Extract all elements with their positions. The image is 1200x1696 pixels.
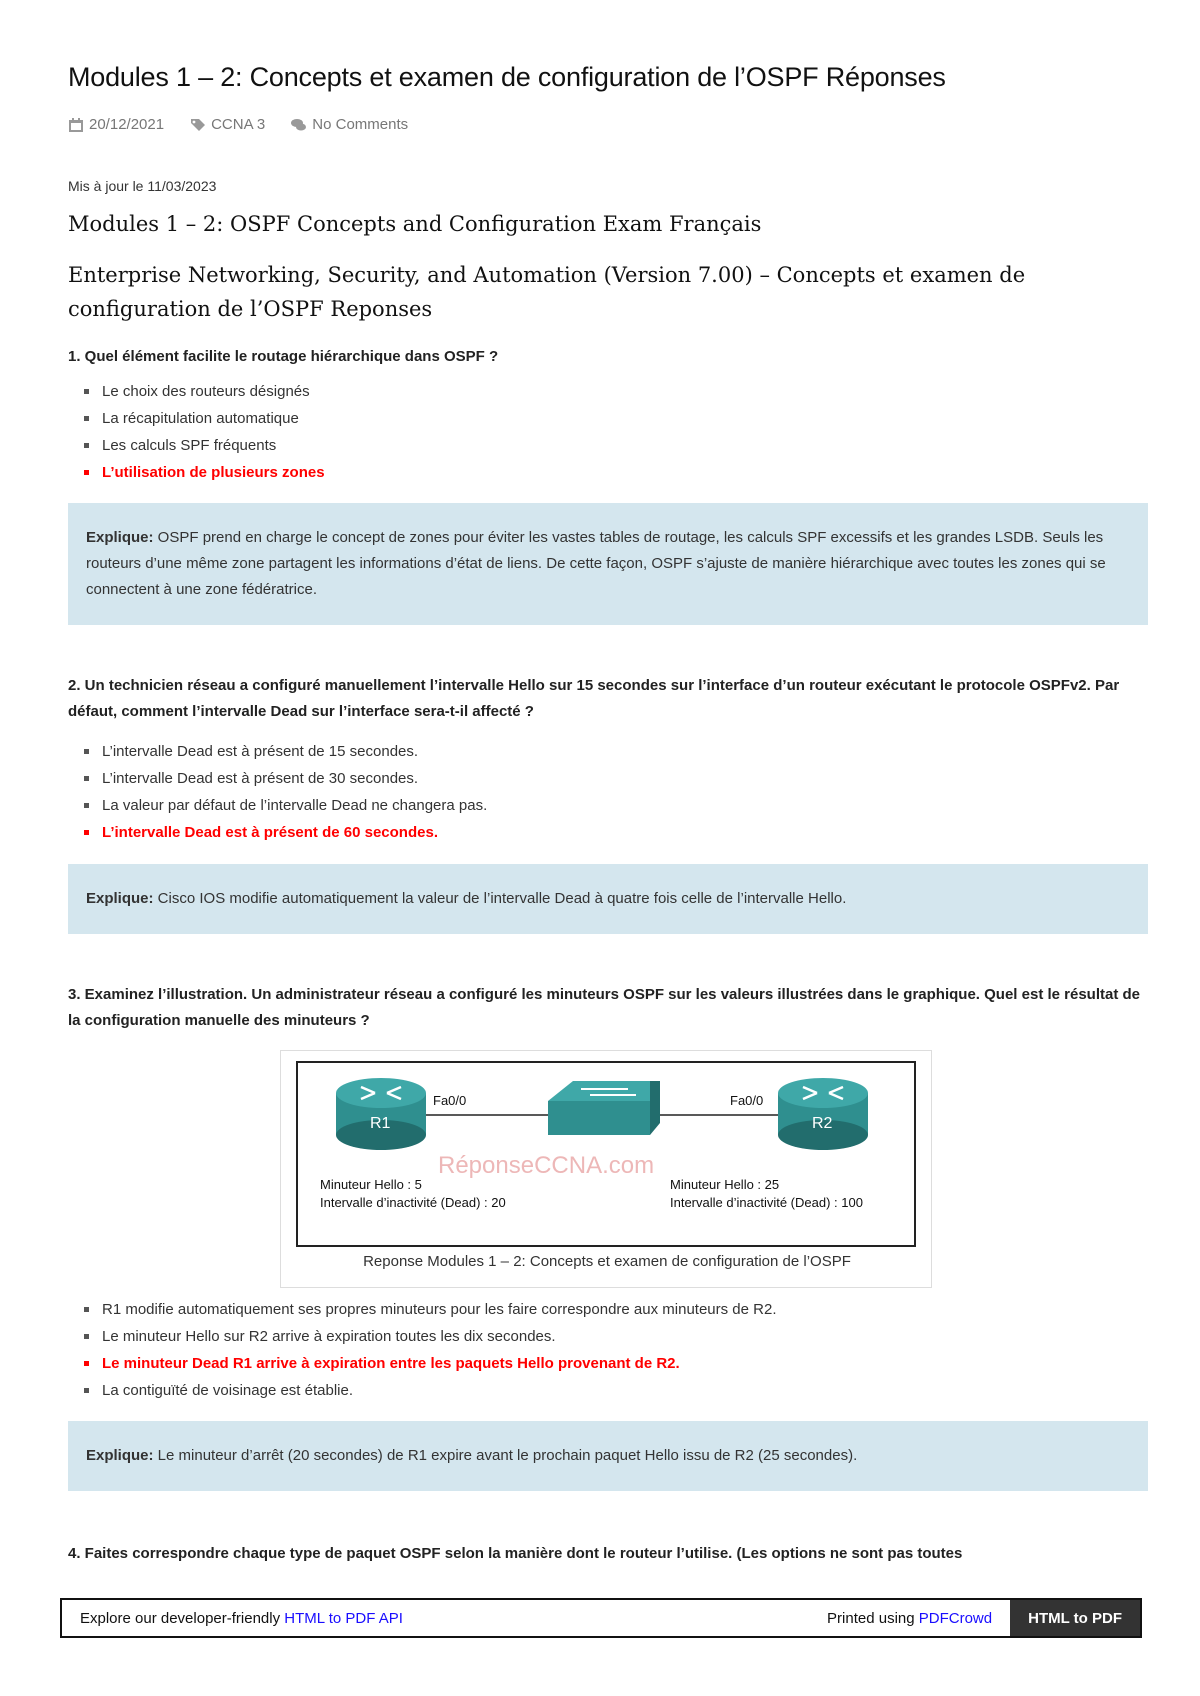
r2-dead-timer: Intervalle d’inactivité (Dead) : 100 (670, 1195, 863, 1210)
footer-printed: Printed using PDFCrowd (827, 1609, 993, 1627)
question-1-options (68, 378, 325, 486)
pdfcrowd-link[interactable]: PDFCrowd (918, 1609, 993, 1627)
watermark: RéponseCCNA.com (438, 1152, 655, 1179)
r1-hello-timer: Minuteur Hello : 5 (320, 1177, 422, 1192)
r1-port-label: Fa0/0 (433, 1093, 467, 1108)
explanation-1: Explique: OSPF prend en charge le concept de zones pour éviter les vastes tables de routage, les calculs SPF excessifs et les grandes LSDB. Seuls les routeurs d’une même zone partagent les informations d’état de liens. De cette façon, OSPF s’ajuste de manière hiérarchique avec toutes les zones qui se connectent à une zone fédératrice. (68, 503, 1148, 625)
correct-option: L’utilisation de plusieurs zones (102, 459, 325, 486)
post-date: 20/12/2021 (68, 116, 164, 133)
router-r2-icon (778, 1078, 868, 1150)
question-4: 4. Faites correspondre chaque type de paquet OSPF selon la manière dont le routeur l’utilise. (Les options ne sont pas toutes (68, 1545, 963, 1562)
option: L’intervalle Dead est à présent de 30 secondes. (102, 765, 487, 792)
correct-option: Le minuteur Dead R1 arrive à expiration entre les paquets Hello provenant de R2. (102, 1350, 777, 1377)
question-3: 3. Examinez l’illustration. Un administrateur réseau a configuré les minuteurs OSPF sur les valeurs illustrées dans le graphique. Quel est le résultat de la configuration manuelle des minuteurs ? (68, 986, 1141, 1029)
post-comments[interactable]: No Comments (291, 116, 408, 133)
option: La récapitulation automatique (102, 405, 325, 432)
explanation-2: Explique: Cisco IOS modifie automatiquement la valeur de l’intervalle Dead à quatre fois celle de l’intervalle Hello. (68, 864, 1148, 934)
option: Le minuteur Hello sur R2 arrive à expiration toutes les dix secondes. (102, 1323, 777, 1350)
pdfcrowd-footer (60, 1598, 1142, 1638)
option: L’intervalle Dead est à présent de 15 secondes. (102, 738, 487, 765)
option: La valeur par défaut de l’intervalle Dead ne changera pas. (102, 792, 487, 819)
router-r1-label: R1 (370, 1115, 391, 1132)
router-r2-label: R2 (812, 1115, 833, 1132)
post-category[interactable]: CCNA 3 (190, 116, 265, 133)
calendar-icon (68, 117, 84, 133)
html-to-pdf-button[interactable]: HTML to PDF (1010, 1600, 1140, 1636)
question-2-options (68, 738, 487, 846)
page-title: Modules 1 – 2: Concepts et examen de configuration de l’OSPF Réponses (68, 62, 946, 92)
question-3-options (68, 1296, 777, 1404)
figure-caption: Reponse Modules 1 – 2: Concepts et examen de configuration de l’OSPF (363, 1253, 851, 1270)
comments-icon (291, 117, 307, 133)
router-r1-icon (336, 1078, 426, 1150)
subtitle-english: Modules 1 – 2: OSPF Concepts and Configuration Exam Français (68, 212, 762, 236)
r2-port-label: Fa0/0 (730, 1093, 764, 1108)
r2-hello-timer: Minuteur Hello : 25 (670, 1177, 780, 1192)
explanation-3: Explique: Le minuteur d’arrêt (20 secondes) de R1 expire avant le prochain paquet Hello issu de R2 (25 secondes). (68, 1421, 1148, 1491)
network-diagram (296, 1061, 916, 1247)
switch-icon (548, 1081, 660, 1135)
subtitle-course: Enterprise Networking, Security, and Automation (Version 7.00) – Concepts et examen de configuration de l’OSPF Reponses (68, 263, 1026, 321)
post-meta (68, 116, 408, 133)
option: La contiguïté de voisinage est établie. (102, 1377, 777, 1404)
updated-date: Mis à jour le 11/03/2023 (68, 178, 217, 194)
exhibit-figure (280, 1050, 932, 1288)
tag-icon (190, 117, 206, 133)
footer-explore: Explore our developer-friendly HTML to PDF API (80, 1609, 403, 1627)
question-2: 2. Un technicien réseau a configuré manuellement l’intervalle Hello sur 15 secondes sur l’interface d’un routeur exécutant le protocole OSPFv2. Par défaut, comment l’intervalle Dead sur l’interface sera-t-il affecté ? (68, 677, 1120, 720)
correct-option: L’intervalle Dead est à présent de 60 secondes. (102, 819, 487, 846)
option: R1 modifie automatiquement ses propres minuteurs pour les faire correspondre aux minuteurs de R2. (102, 1296, 777, 1323)
html-to-pdf-api-link[interactable]: HTML to PDF API (284, 1609, 403, 1627)
r1-dead-timer: Intervalle d’inactivité (Dead) : 20 (320, 1195, 506, 1210)
question-1: 1. Quel élément facilite le routage hiérarchique dans OSPF ? (68, 348, 499, 365)
option: Les calculs SPF fréquents (102, 432, 325, 459)
option: Le choix des routeurs désignés (102, 378, 325, 405)
